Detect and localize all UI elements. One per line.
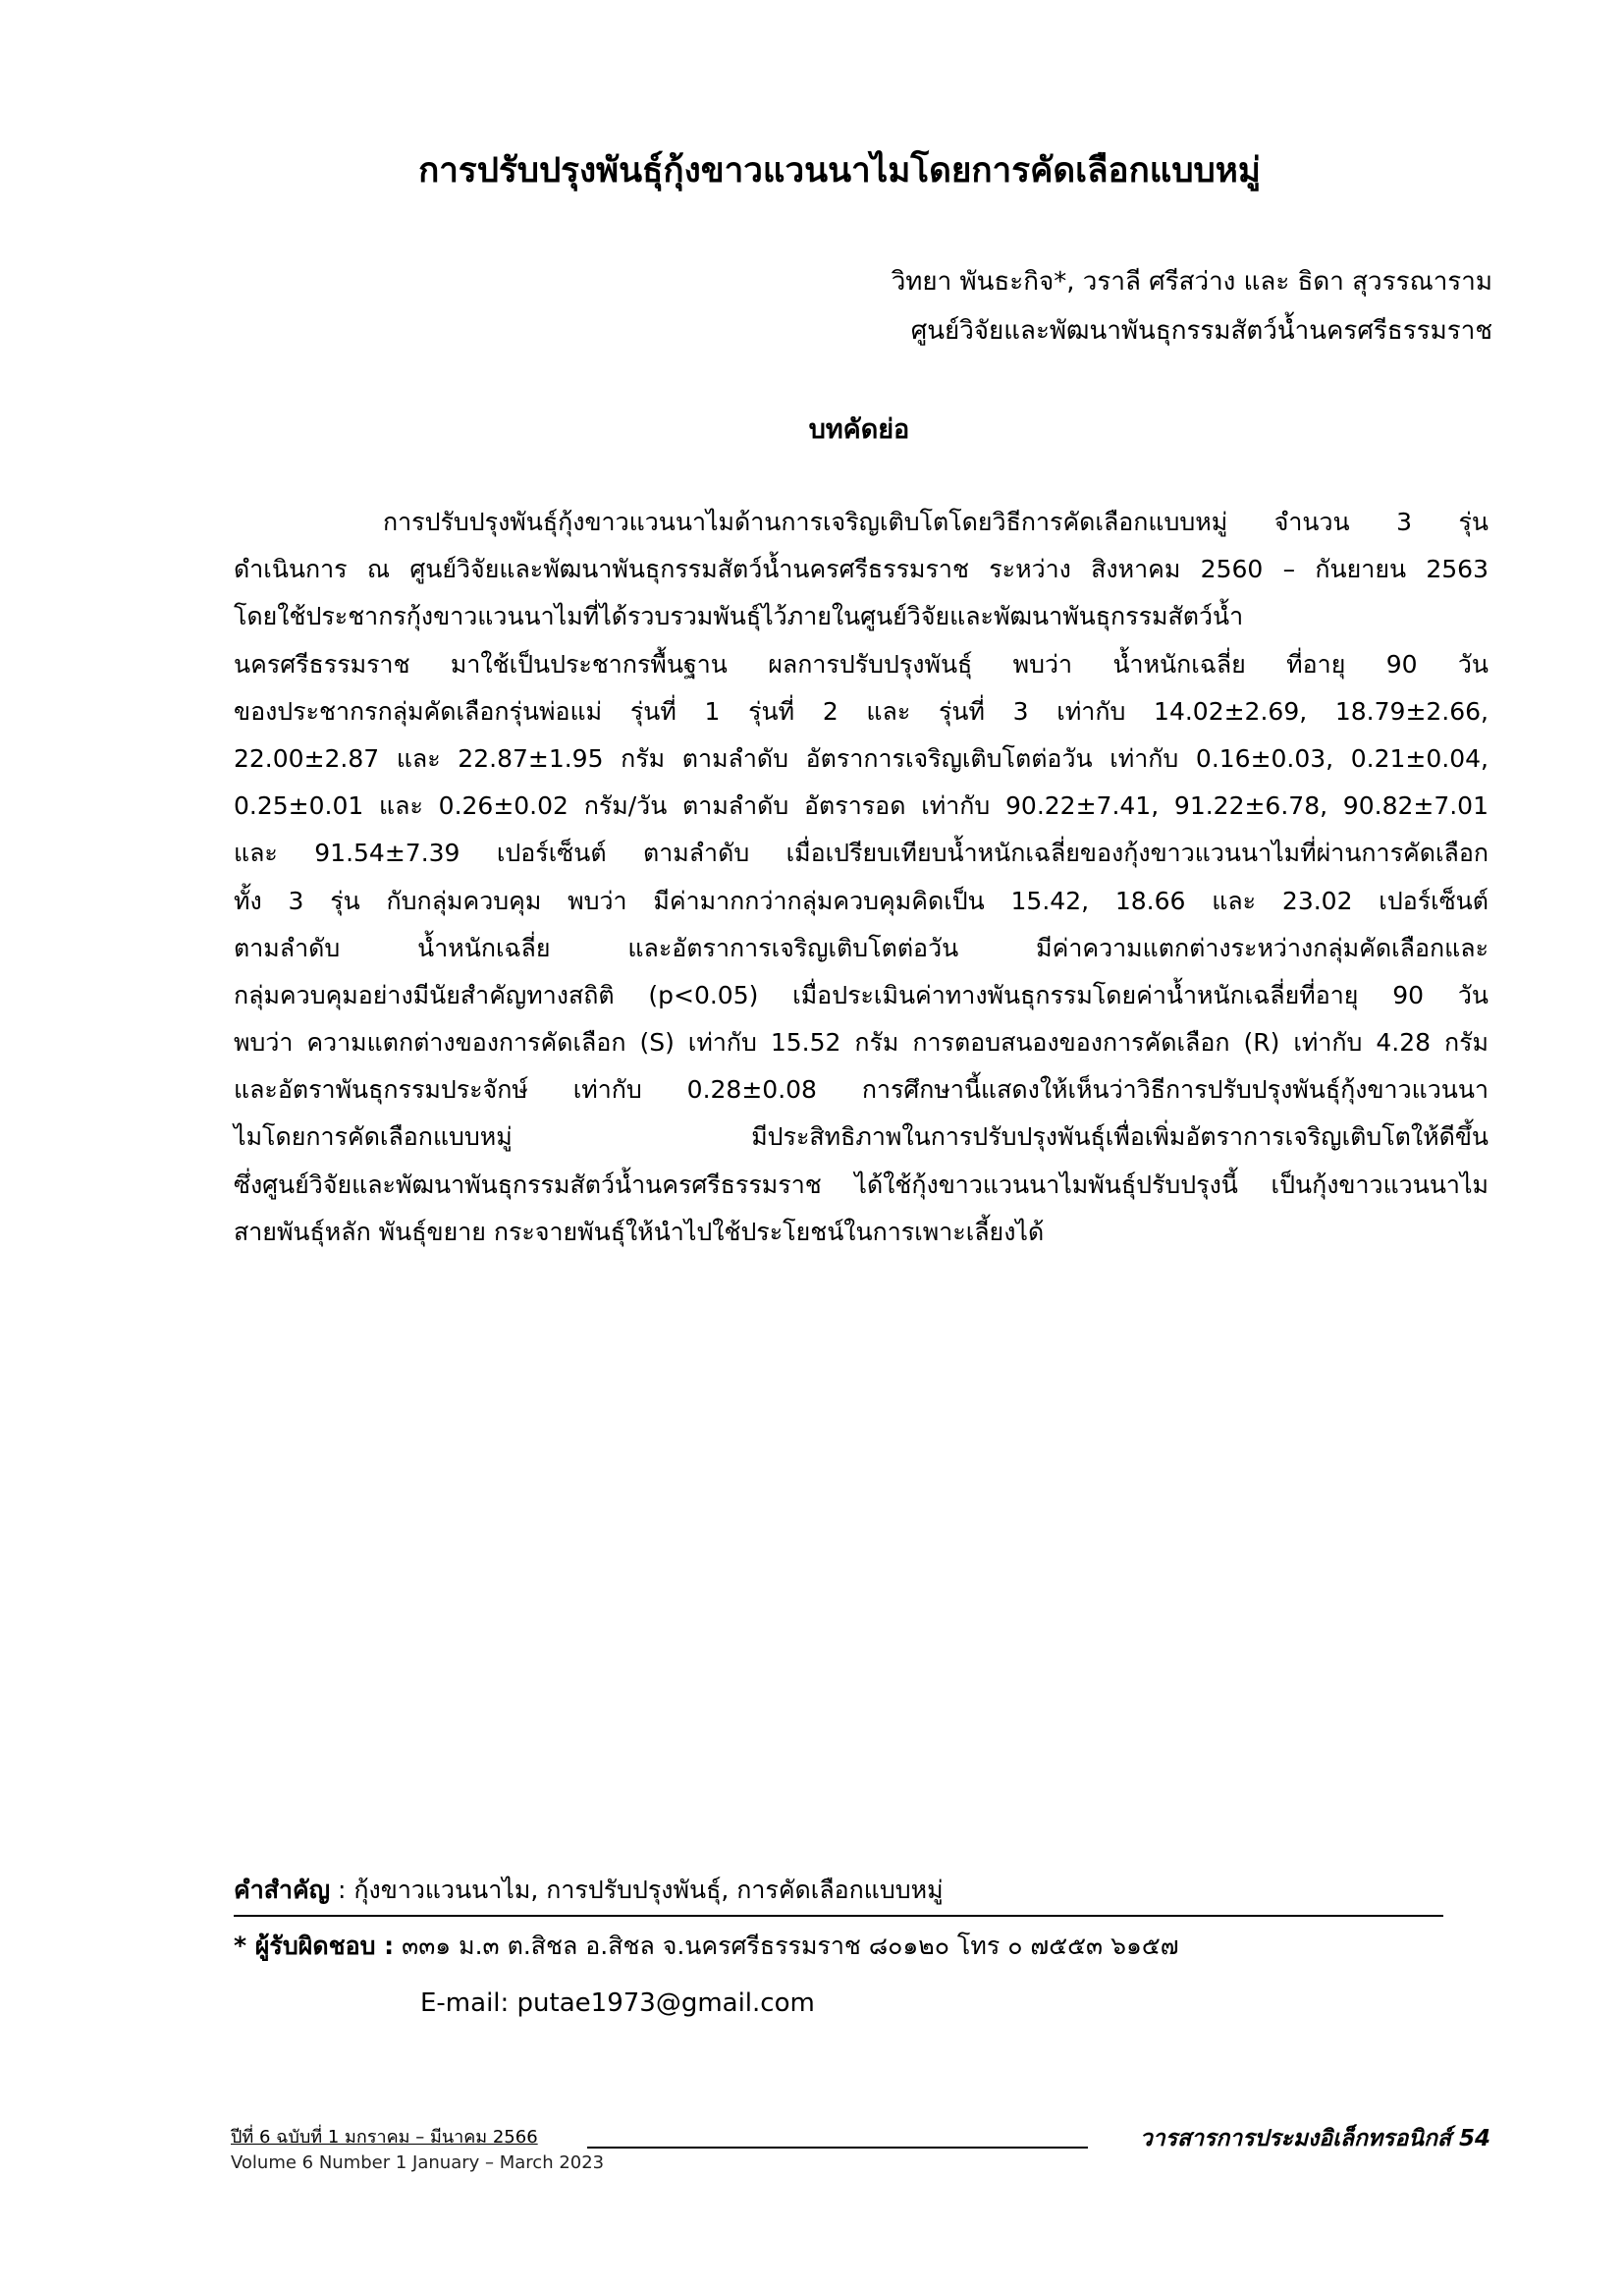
keywords-line bbox=[234, 1871, 1412, 1910]
footnote-divider bbox=[234, 1915, 1443, 1917]
keywords-text: : กุ้งขาวแวนนาไม, การปรับปรุงพันธุ์, การคัดเลือกแบบหมู่ bbox=[330, 1876, 944, 1904]
journal-name: วารสารการประมงอิเล็กทรอนิกส์ bbox=[1139, 2126, 1451, 2151]
footer-volume-thai: ปีที่ 6 ฉบับที่ 1 มกราคม – มีนาคม 2566 bbox=[231, 2127, 538, 2148]
abstract-line: การปรับปรุงพันธุ์กุ้งขาวแวนนาไมด้านการเจริญเติบโตโดยวิธีการคัดเลือกแบบหมู่ จำนวน 3 รุ่น bbox=[383, 508, 1489, 536]
abstract-line: และ 91.54±7.39 เปอร์เซ็นต์ ตามลำดับ เมื่อเปรียบเทียบน้ำหนักเฉลี่ยของกุ้งขาวแวนนาไมที่ผ่านการคัดเลือก bbox=[234, 839, 1489, 868]
correspondence-address: ๓๓๑ ม.๓ ต.สิชล อ.สิชล จ.นครศรีธรรมราช ๘๐๑๒๐ โทร ๐ ๗๕๕๓ ๖๑๕๗ bbox=[394, 1932, 1179, 1960]
author-block bbox=[746, 257, 1492, 355]
abstract-line: กลุ่มควบคุมอย่างมีนัยสำคัญทางสถิติ (p<0.05) เมื่อประเมินค่าทางพันธุกรรมโดยค่าน้ำหนักเฉลี่ยที่อายุ 90 วัน bbox=[234, 980, 1489, 1009]
abstract-line: พบว่า ความแตกต่างของการคัดเลือก (S) เท่ากับ 15.52 กรัม การตอบสนองของการคัดเลือก (R) เท่ากับ 4.28 กรัม bbox=[234, 1028, 1489, 1058]
abstract-line: ตามลำดับ น้ำหนักเฉลี่ย และอัตราการเจริญเติบโตต่อวัน มีค่าความแตกต่างระหว่างกลุ่มคัดเลือกและ bbox=[234, 933, 1489, 962]
abstract-line: และอัตราพันธุกรรมประจักษ์ เท่ากับ 0.28±0.08 การศึกษานี้แสดงให้เห็นว่าวิธีการปรับปรุงพันธุ์กุ้งขาวแวนนา bbox=[234, 1075, 1489, 1105]
correspondence-label: * ผู้รับผิดชอบ : bbox=[234, 1932, 395, 1960]
abstract-line: ทั้ง 3 รุ่น กับกลุ่มควบคุม พบว่า มีค่ามากกว่ากลุ่มควบคุมคิดเป็น 15.42, 18.66 และ 23.02 เปอร์เซ็นต์ bbox=[234, 886, 1489, 915]
footer-volume-english: Volume 6 Number 1 January – March 2023 bbox=[231, 2152, 605, 2173]
abstract-line: ซึ่งศูนย์วิจัยและพัฒนาพันธุกรรมสัตว์น้ำนครศรีธรรมราช ได้ใช้กุ้งขาวแวนนาไมพันธุ์ปรับปรุงนี้ เป็นกุ้งขาวแวนนาไม bbox=[234, 1170, 1489, 1199]
abstract-line: สายพันธุ์หลัก พันธุ์ขยาย กระจายพันธุ์ให้นำไปใช้ประโยชน์ในการเพาะเลี้ยงได้ bbox=[234, 1217, 1045, 1246]
abstract-line: 22.00±2.87 และ 22.87±1.95 กรัม ตามลำดับ อัตราการเจริญเติบโตต่อวัน เท่ากับ 0.16±0.03, 0.21±0.04, bbox=[234, 743, 1489, 773]
abstract-line: ไมโดยการคัดเลือกแบบหมู่ มีประสิทธิภาพในการปรับปรุงพันธุ์เพื่อเพิ่มอัตราการเจริญเติบโตให้ดีขึ้น bbox=[234, 1122, 1489, 1152]
paper-title: การปรับปรุงพันธุ์กุ้งขาวแวนนาไมโดยการคัดเลือกแบบหมู่ bbox=[418, 151, 1261, 190]
footer-journal bbox=[1088, 2124, 1490, 2153]
footer-volume bbox=[231, 2125, 604, 2176]
abstract-line: ของประชากรกลุ่มคัดเลือกรุ่นพ่อแม่ รุ่นที่ 1 รุ่นที่ 2 และ รุ่นที่ 3 เท่ากับ 14.02±2.69, 18.79±2.66, bbox=[234, 696, 1489, 726]
correspondence-email: E-mail: putae1973@gmail.com bbox=[420, 1988, 815, 2018]
abstract-line: นครศรีธรรมราช มาใช้เป็นประชากรพื้นฐาน ผลการปรับปรุงพันธุ์ พบว่า น้ำหนักเฉลี่ย ที่อายุ 90 วัน bbox=[234, 649, 1489, 679]
author-names: วิทยา พันธะกิจ*, วราลี ศรีสว่าง และ ธิดา สุวรรณาราม bbox=[891, 267, 1492, 297]
abstract-line: 0.25±0.01 และ 0.26±0.02 กรัม/วัน ตามลำดับ อัตรารอด เท่ากับ 90.22±7.41, 91.22±6.78, 90.82±7.01 bbox=[234, 791, 1489, 821]
abstract-body bbox=[234, 499, 1489, 1256]
abstract-line: ดำเนินการ ณ ศูนย์วิจัยและพัฒนาพันธุกรรมสัตว์น้ำนครศรีธรรมราช ระหว่าง สิงหาคม 2560 – กันยายน 2563 bbox=[234, 555, 1489, 584]
footer-rule bbox=[587, 2147, 1088, 2149]
correspondence-line bbox=[234, 1925, 1451, 1968]
abstract-line: โดยใช้ประชากรกุ้งขาวแวนนาไมที่ได้รวบรวมพันธุ์ไว้ภายในศูนย์วิจัยและพัฒนาพันธุกรรมสัตว์น้ำ bbox=[234, 602, 1244, 631]
abstract-heading: บทคัดย่อ bbox=[808, 414, 910, 445]
page-number: 54 bbox=[1458, 2126, 1490, 2151]
author-affiliation: ศูนย์วิจัยและพัฒนาพันธุกรรมสัตว์น้ำนครศรีธรรมราช bbox=[910, 316, 1492, 346]
keywords-label: คำสำคัญ bbox=[234, 1876, 331, 1904]
